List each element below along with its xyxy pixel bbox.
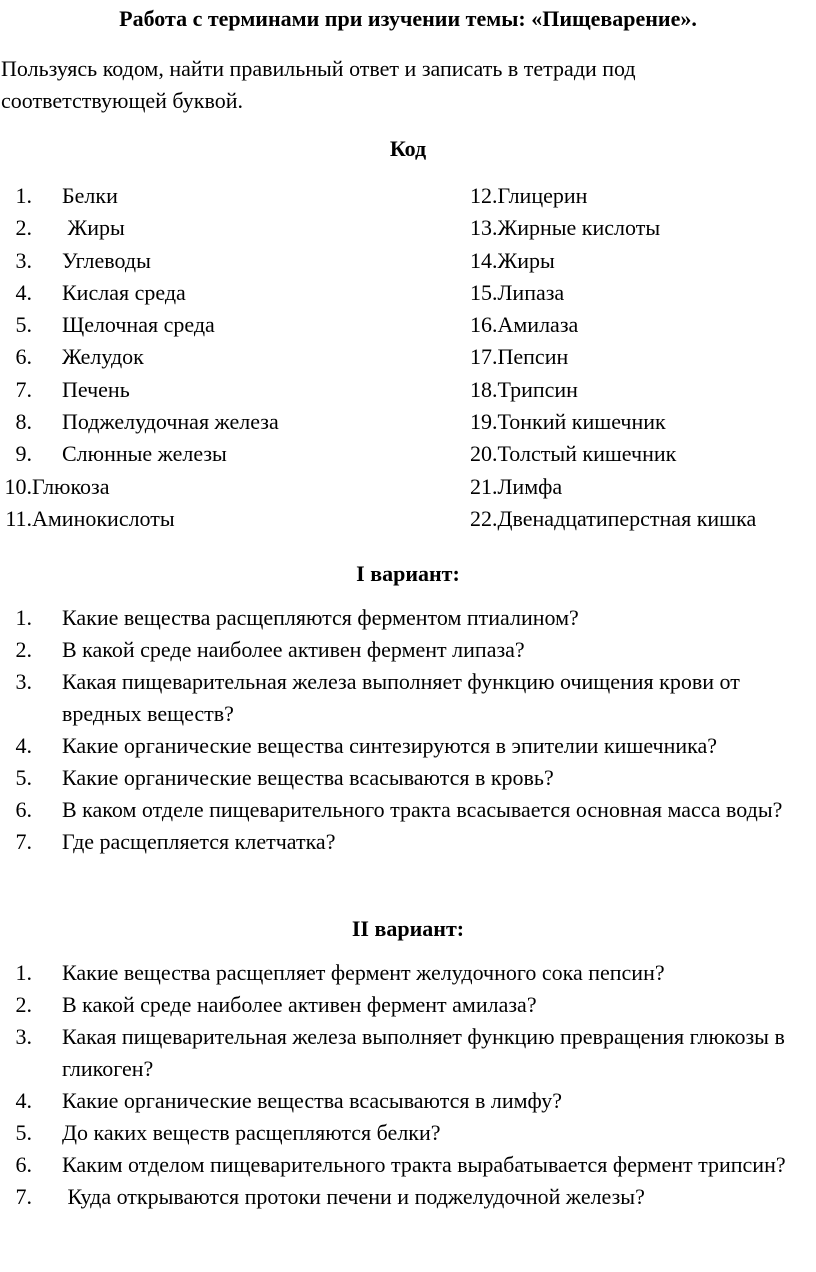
code-item-term: Углеводы (62, 247, 151, 273)
question-text: В какой среде наиболее активен фермент амилаза? (62, 992, 537, 1017)
code-item-term: Амилаза (497, 312, 579, 338)
code-item-number: 19. (470, 409, 498, 435)
code-item (470, 473, 756, 505)
code-item (470, 343, 756, 375)
question-number: 7. (15, 829, 32, 854)
question-text: Какая пищеварительная железа выполняет функцию превращения глюкозы в гликоген? (62, 1024, 791, 1081)
code-item (470, 214, 756, 246)
variant2-questions (0, 957, 810, 1213)
code-item-number: 9. (15, 441, 32, 467)
variant1-heading: I вариант: (356, 561, 460, 586)
code-item-number: 5. (15, 312, 32, 338)
question-number: 7. (15, 1184, 32, 1209)
code-item-term: Липаза (497, 279, 565, 305)
question-item (0, 1181, 810, 1213)
code-item-term: Слюнные железы (62, 441, 227, 467)
code-item-number: 17. (470, 344, 498, 370)
question-number: 6. (15, 1152, 32, 1177)
question-number: 1. (15, 605, 32, 630)
question-text: Куда открываются протоки печени и поджелудочной железы? (62, 1184, 645, 1209)
code-item (470, 440, 756, 472)
variant1-questions (0, 602, 810, 858)
code-item-number: 1. (15, 183, 32, 208)
question-text: Какие вещества расщепляются ферментом птиалином? (62, 605, 579, 630)
code-item-term: Жирные кислоты (497, 215, 661, 241)
code-item-number: 22. (470, 505, 498, 531)
code-item (470, 279, 756, 311)
question-number: 1. (15, 960, 32, 985)
question-text: Какие органические вещества всасываются в кровь? (62, 765, 554, 790)
question-number: 6. (15, 797, 32, 822)
variant2-heading: II вариант: (351, 916, 465, 941)
code-item-term: Аминокислоты (32, 505, 175, 531)
code-item (470, 182, 756, 214)
question-item (0, 1117, 810, 1149)
code-item-term: Белки (62, 183, 118, 208)
code-list-left (0, 182, 279, 537)
code-item-number: 2. (15, 215, 32, 241)
code-item-term: Кислая среда (62, 279, 186, 305)
question-text: В каком отделе пищеварительного тракта всасывается основная масса воды? (62, 797, 783, 822)
code-item-number: 11. (5, 505, 32, 531)
question-item (0, 1085, 810, 1117)
question-item (0, 989, 810, 1021)
question-number: 4. (15, 733, 32, 758)
code-item-term: Тонкий кишечник (497, 409, 666, 435)
question-item (0, 762, 810, 794)
question-item (0, 826, 810, 858)
code-item-term: Щелочная среда (62, 312, 215, 338)
code-item-number: 16. (470, 312, 498, 338)
document-title: Работа с терминами при изучении темы: «Пищеварение». (119, 6, 697, 31)
code-item-term: Поджелудочная железа (62, 409, 279, 435)
code-item (470, 408, 756, 440)
question-item (0, 666, 810, 730)
code-item-term: Желудок (62, 344, 144, 370)
question-text: Какие органические вещества всасываются в лимфу? (62, 1088, 563, 1113)
code-item (0, 376, 279, 408)
code-item (0, 440, 279, 472)
code-item (470, 376, 756, 408)
code-item (0, 214, 279, 246)
code-item-number: 7. (15, 376, 32, 402)
question-item (0, 602, 810, 634)
code-item-number: 8. (15, 409, 32, 435)
question-text: Какие органические вещества синтезируются в эпителии кишечника? (62, 733, 718, 758)
code-item (0, 343, 279, 375)
question-item (0, 1021, 810, 1085)
code-item-term: Толстый кишечник (497, 441, 677, 467)
instructions-paragraph: Пользуясь кодом, найти правильный ответ и записать в тетради под соответствующей буквой. (1, 56, 636, 113)
code-item (470, 311, 756, 343)
question-number: 4. (15, 1088, 32, 1113)
code-item-number: 10. (4, 473, 32, 499)
code-item (0, 279, 279, 311)
question-item (0, 794, 810, 826)
code-item-term: Трипсин (497, 376, 578, 402)
code-item (0, 505, 279, 537)
question-text: До каких веществ расщепляются белки? (62, 1120, 441, 1145)
code-item (0, 408, 279, 440)
code-item-number: 12. (470, 183, 498, 208)
code-heading: Код (389, 136, 427, 161)
question-number: 5. (15, 1120, 32, 1145)
question-item (0, 957, 810, 989)
question-number: 2. (15, 637, 32, 662)
code-item-number: 18. (470, 376, 498, 402)
code-item (470, 247, 756, 279)
code-item-number: 6. (15, 344, 32, 370)
question-text: В какой среде наиболее активен фермент липаза? (62, 637, 525, 662)
code-item-term: Печень (62, 376, 130, 402)
code-item-term: Жиры (497, 247, 555, 273)
code-item-number: 13. (470, 215, 498, 241)
question-text: Где расщепляется клетчатка? (62, 829, 336, 854)
question-number: 3. (15, 1024, 32, 1049)
question-number: 3. (15, 669, 32, 694)
code-item-number: 3. (15, 247, 32, 273)
question-text: Какая пищеварительная железа выполняет функцию очищения крови от вредных веществ? (62, 669, 746, 726)
code-item-number: 15. (470, 279, 498, 305)
code-item-number: 21. (470, 473, 498, 499)
question-number: 2. (15, 992, 32, 1017)
code-item (0, 473, 279, 505)
code-item (470, 505, 756, 537)
code-item-number: 4. (15, 279, 32, 305)
code-item-term: Лимфа (497, 473, 563, 499)
code-item (0, 182, 279, 214)
question-item (0, 634, 810, 666)
question-item (0, 730, 810, 762)
question-text: Какие вещества расщепляет фермент желудочного сока пепсин? (62, 960, 665, 985)
question-number: 5. (15, 765, 32, 790)
code-item-term: Глицерин (497, 183, 588, 208)
code-item-term: Двенадцатиперстная кишка (497, 505, 757, 531)
code-item-term: Глюкоза (32, 473, 110, 499)
code-list-right (470, 182, 756, 537)
code-item-number: 20. (470, 441, 498, 467)
code-item-term: Жиры (62, 215, 125, 241)
question-text: Каким отделом пищеварительного тракта вырабатывается фермент трипсин? (62, 1152, 786, 1177)
code-item-term: Пепсин (497, 344, 569, 370)
code-item-number: 14. (470, 247, 498, 273)
question-item (0, 1149, 810, 1181)
code-item (0, 247, 279, 279)
code-item (0, 311, 279, 343)
